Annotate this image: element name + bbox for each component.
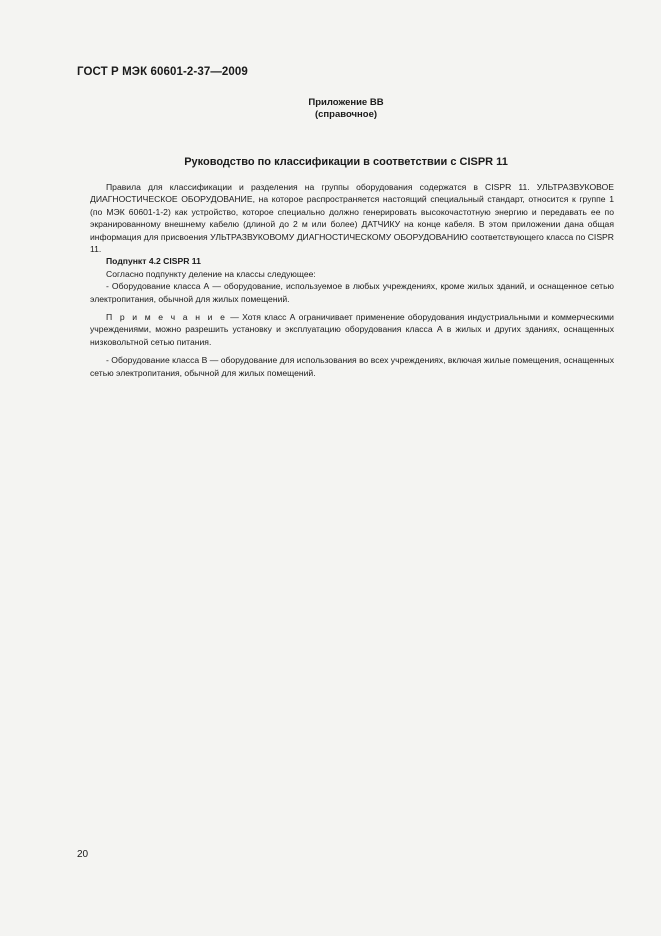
- note-text: — Хотя класс А ограничивает применение оборудования индустриальными и коммерческими учреждениями, можно разрешить установку и эксплуатацию оборудования класса А в жилых и других зданиях, оснащенных низковольтной сетью питания.: [90, 312, 614, 347]
- subclause-intro: Согласно подпункту деление на классы следующее:: [106, 268, 316, 279]
- appendix-title: Приложение ВВ: [308, 97, 384, 108]
- appendix-heading: [0, 97, 661, 121]
- section-title: Руководство по классификации в соответствии с CISPR 11: [184, 156, 508, 168]
- class-a-paragraph: - Оборудование класса А — оборудование, используемое в любых учреждениях, кроме жилых зданий, и оснащенное сетью электропитания, обычной для жилых помещений.: [90, 281, 614, 304]
- class-b-paragraph: - Оборудование класса В — оборудование для использования во всех учреждениях, включая жилые помещения, оснащенных сетью электропитания, обычной для жилых помещений.: [90, 355, 614, 378]
- body-text: [90, 181, 614, 379]
- note-label: П р и м е ч а н и е: [106, 312, 228, 323]
- appendix-subtitle: (справочное): [314, 109, 378, 120]
- page-number: 20: [77, 849, 89, 860]
- intro-paragraph: Правила для классификации и разделения на группы оборудования содержатся в CISPR 11. УЛЬТРАЗВУКОВОЕ ДИАГНОСТИЧЕСКОЕ ОБОРУДОВАНИЕ, на которое распространяется настоящий специальный стандарт, относится к группе 1 (по МЭК 60601-1-2) как устройство, которое специально должно генерировать высокочастотную энергию и передавать ее по экранированному внешнему кабелю (длиной до 2 м или более) ДАТЧИКУ на конце кабеля. В этом приложении дана общая информация для присвоения УЛЬТРАЗВУКОВОМУ ДИАГНОСТИЧЕСКОМУ ОБОРУДОВАНИЮ соответствующего класса по CISPR 11.: [90, 182, 614, 255]
- subclause-heading: Подпункт 4.2 CISPR 11: [106, 256, 201, 267]
- note-paragraph: [90, 311, 614, 348]
- standard-code-header: ГОСТ Р МЭК 60601-2-37—2009: [77, 66, 248, 78]
